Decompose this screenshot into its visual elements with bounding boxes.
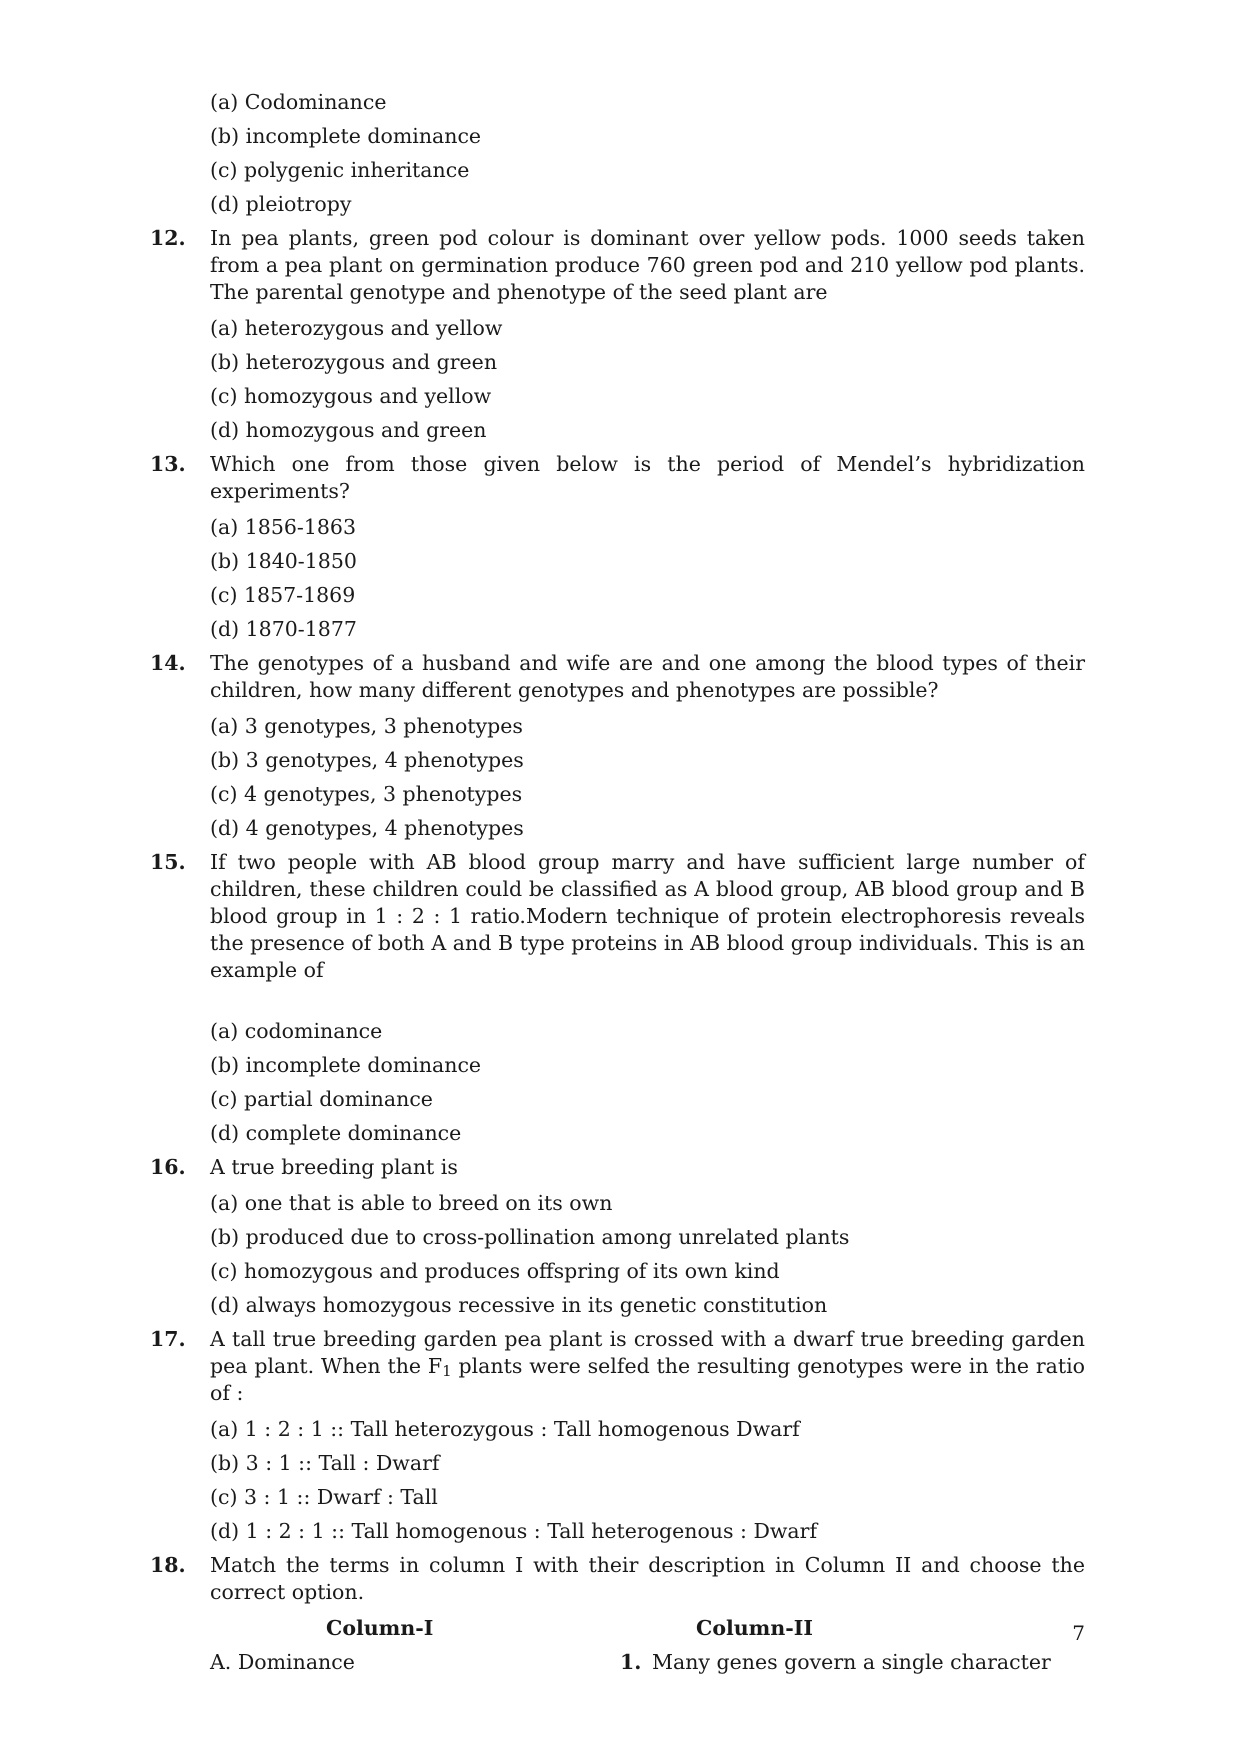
column-2-header: Column-II bbox=[696, 1616, 813, 1640]
question-18 bbox=[150, 1550, 1085, 1611]
option: (c) polygenic inheritance bbox=[210, 158, 470, 182]
option: (d) complete dominance bbox=[210, 1121, 462, 1145]
subscript: 1 bbox=[442, 1362, 452, 1380]
option: (d) 1 : 2 : 1 :: Tall homogenous : Tall heterogenous : Dwarf bbox=[210, 1519, 818, 1543]
question-text-part: A tall true breeding garden pea plant is crossed with a dwarf true breeding garden pea plant. When the F bbox=[210, 1327, 1085, 1378]
option: (d) pleiotropy bbox=[210, 192, 352, 216]
column-2-number: 1. bbox=[620, 1650, 642, 1674]
question-11-options bbox=[150, 85, 1085, 221]
page-number: 7 bbox=[1072, 1621, 1085, 1645]
question-number: 17. bbox=[150, 1327, 186, 1351]
option: (b) incomplete dominance bbox=[210, 124, 482, 148]
option: (d) 4 genotypes, 4 phenotypes bbox=[210, 816, 524, 840]
question-13 bbox=[150, 449, 1085, 510]
question-15 bbox=[150, 847, 1085, 989]
option: (c) 1857-1869 bbox=[210, 583, 356, 607]
question-number: 16. bbox=[150, 1155, 186, 1179]
match-table-row bbox=[210, 1645, 1085, 1679]
question-text bbox=[210, 1324, 1085, 1412]
option: (c) 4 genotypes, 3 phenotypes bbox=[210, 782, 523, 806]
option: (c) homozygous and produces offspring of its own kind bbox=[210, 1259, 780, 1283]
question-text-part: plants were selfed the resulting genotypes were in the ratio of : bbox=[210, 1354, 1085, 1405]
question-number: 14. bbox=[150, 651, 186, 675]
option: (d) 1870-1877 bbox=[210, 617, 357, 641]
option: (a) one that is able to breed on its own bbox=[210, 1191, 613, 1215]
question-17 bbox=[150, 1324, 1085, 1412]
question-12 bbox=[150, 223, 1085, 311]
option: (b) heterozygous and green bbox=[210, 350, 498, 374]
question-text: In pea plants, green pod colour is dominant over yellow pods. 1000 seeds taken from a pea plant on germination produce 760 green pod and 210 yellow pod plants. The parental genotype and phenotype of the seed plant are bbox=[210, 226, 1085, 304]
question-list bbox=[150, 85, 1085, 1679]
question-number: 13. bbox=[150, 452, 186, 476]
column-1-header: Column-I bbox=[326, 1616, 434, 1640]
option: (c) homozygous and yellow bbox=[210, 384, 492, 408]
option: (a) 3 genotypes, 3 phenotypes bbox=[210, 714, 523, 738]
option: (d) homozygous and green bbox=[210, 418, 487, 442]
option: (b) 1840-1850 bbox=[210, 549, 357, 573]
question-text: The genotypes of a husband and wife are and one among the blood types of their children, how many different genotypes and phenotypes are possible? bbox=[210, 651, 1085, 702]
question-14 bbox=[150, 648, 1085, 709]
column-1-item: A. Dominance bbox=[210, 1650, 355, 1674]
question-text: A true breeding plant is bbox=[210, 1155, 458, 1179]
question-number: 18. bbox=[150, 1553, 186, 1577]
option: (b) 3 genotypes, 4 phenotypes bbox=[210, 748, 524, 772]
option: (b) incomplete dominance bbox=[210, 1053, 482, 1077]
spacer bbox=[150, 989, 1085, 1014]
option: (a) Codominance bbox=[210, 90, 387, 114]
question-text: Match the terms in column I with their description in Column II and choose the correct option. bbox=[210, 1553, 1085, 1604]
question-number: 15. bbox=[150, 850, 186, 874]
option: (b) 3 : 1 :: Tall : Dwarf bbox=[210, 1451, 440, 1475]
match-table-header bbox=[210, 1611, 1085, 1645]
question-text: If two people with AB blood group marry and have sufficient large number of children, these children could be classified as A blood group, AB blood group and B blood group in 1 : 2 : 1 ratio.Modern technique of protein electrophoresis reveals the presence of both A and B type proteins in AB blood group individuals. This is an example of bbox=[210, 850, 1085, 982]
question-text: Which one from those given below is the period of Mendel’s hybridization experiments? bbox=[210, 452, 1085, 503]
option: (b) produced due to cross-pollination among unrelated plants bbox=[210, 1225, 850, 1249]
option: (c) 3 : 1 :: Dwarf : Tall bbox=[210, 1485, 438, 1509]
option: (a) heterozygous and yellow bbox=[210, 316, 503, 340]
option: (d) always homozygous recessive in its genetic constitution bbox=[210, 1293, 828, 1317]
option: (c) partial dominance bbox=[210, 1087, 433, 1111]
option: (a) codominance bbox=[210, 1019, 383, 1043]
question-16 bbox=[150, 1152, 1085, 1186]
column-2-item: Many genes govern a single character bbox=[652, 1650, 1051, 1674]
option: (a) 1856-1863 bbox=[210, 515, 357, 539]
option: (a) 1 : 2 : 1 :: Tall heterozygous : Tall homogenous Dwarf bbox=[210, 1417, 800, 1441]
question-number: 12. bbox=[150, 226, 186, 250]
